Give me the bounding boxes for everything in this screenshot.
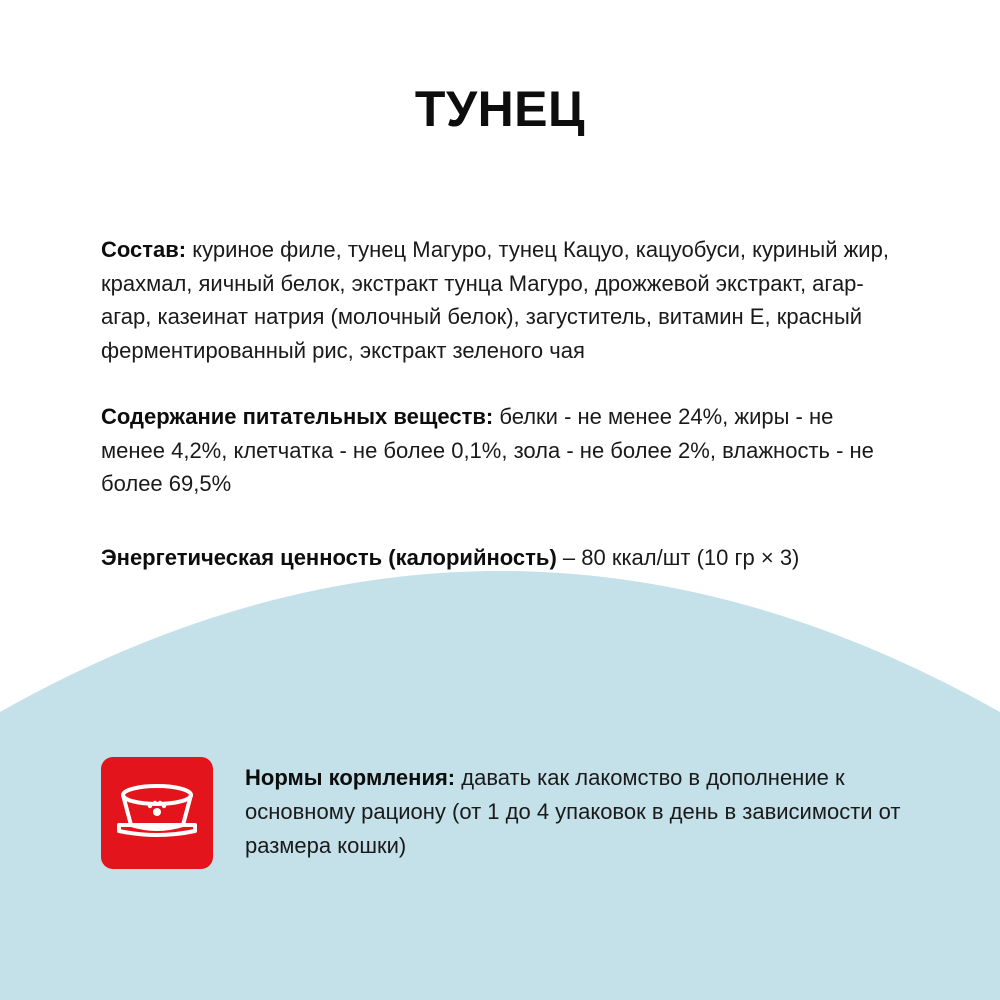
composition-label: Состав:	[101, 237, 187, 262]
energy-text: – 80 ккал/шт (10 гр × 3)	[556, 545, 800, 570]
nutrients-text: белки - не менее 24%, жиры - не менее 4,2%, клетчатка - не более 0,1%, зола - не более 2%, влажность - не более 69,5%	[101, 404, 874, 496]
page-title: ТУНЕЦ	[414, 81, 586, 137]
bowl-icon-tile	[101, 757, 213, 869]
pet-bowl-icon	[113, 781, 201, 845]
composition-text: куриное филе, тунец Магуро, тунец Кацуо, кацуобуси, куриный жир, крахмал, яичный белок, экстракт тунца Магуро, дрожжевой экстракт, агар-агар, казеинат натрия (молочный белок), загуститель, витамин Е, красный ферментированный рис, экстракт зеленого чая	[101, 237, 889, 363]
nutrients-label: Содержание питательных веществ:	[101, 404, 494, 429]
nutrients-paragraph	[101, 400, 901, 501]
feeding-label: Нормы кормления:	[245, 765, 456, 790]
feeding-paragraph	[245, 761, 925, 863]
feeding-section	[101, 757, 921, 869]
composition-paragraph	[101, 233, 901, 367]
feeding-text: давать как лакомство в дополнение к основному рациону (от 1 до 4 упаковок в день в зависимости от размера кошки)	[245, 765, 901, 858]
energy-paragraph	[101, 541, 901, 575]
energy-label: Энергетическая ценность (калорийность)	[101, 545, 557, 570]
